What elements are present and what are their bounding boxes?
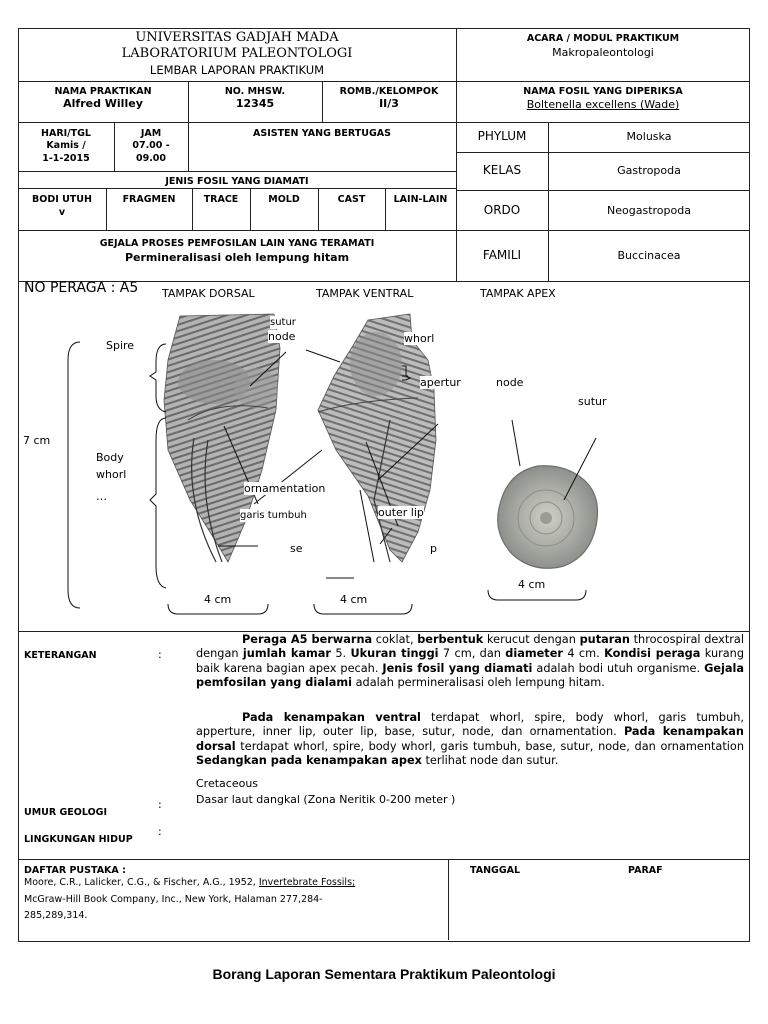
footer-caption: Borang Laporan Sementara Praktikum Paleontologi [212,966,556,982]
time-label: JAM [140,128,162,139]
divider [18,171,456,172]
process-value: Permineralisasi oleh lempung hitam [124,251,350,264]
text-run: Sedangkan pada kenampakan apex [196,753,422,767]
text-run: Pada kenampakan ventral [242,711,421,724]
reference-line-3: 285,289,314. [24,910,88,921]
time-start: 07.00 - [132,140,170,151]
keterangan-label: KETERANGAN [24,650,97,661]
text-run: throcospiral dextral dengan [196,633,744,661]
text-run: Peraga A5 berwarna [242,633,373,646]
date-value: 1-1-2015 [42,153,90,164]
nim-label: NO. MHSW. [224,86,286,97]
ventral-shell-image [318,314,436,562]
text-run: Ukuran tinggi [350,647,439,661]
label-body-whorl-1: Body [96,451,124,464]
label-width-ventral: 4 cm [340,593,368,606]
name-value: Alfred Willey [63,97,143,110]
date-day: Kamis / [46,140,86,151]
text-run: jumlah kamar [242,647,331,661]
group-label: ROMB./KELOMPOK [339,86,439,97]
text-run: terdapat whorl, spire, body whorl, garis tumbuh, apperture, inner lip, outer lip, base, sutur, node, dan ornamentation. [196,711,744,739]
text-run: adalah bodi utuh organisme. [532,661,705,675]
label-outer-lip: outer lip [378,506,424,519]
type-trace: TRACE [203,194,239,205]
value-ordo: Neogastropoda [607,204,691,217]
lingkungan-value: Dasar laut dangkal (Zona Neritik 0-200 meter ) [196,793,456,806]
value-phylum: Moluska [626,130,672,143]
label-ornamentation: ornamentation [244,482,326,495]
type-bodi-utuh: BODI UTUH [32,194,92,205]
label-body-whorl-2: whorl [96,468,127,481]
process-label: GEJALA PROSES PEMFOSILAN LAIN YANG TERAMATI [99,238,375,249]
assistant-label: ASISTEN YANG BERTUGAS [253,128,391,139]
text-run: Kondisi peraga [604,647,701,661]
name-label: NAMA PRAKTIKAN [54,86,152,97]
divider [18,631,750,632]
text-run: Pada kenampakan dorsal [196,725,744,753]
peraga-number: NO PERAGA : A5 [24,280,139,296]
text-run: 4 cm. [562,647,605,661]
label-node-top: node [268,330,296,343]
reference-authors: Moore, C.R., Lalicker, C.G., & Fischer, A.G., 1952, [24,877,259,888]
label-spire: Spire [106,339,135,352]
umur-value: Cretaceous [196,777,259,790]
divider [18,188,456,189]
apex-shell-image [498,466,598,569]
divider [18,122,750,123]
reference-title: Invertebrate Fossils; [258,877,356,888]
text-run: 7 cm, dan [438,647,506,661]
text-run: putaran [579,633,630,646]
laboratory-name: LABORATORIUM PALEONTOLOGI [121,46,353,61]
text-run: Jenis fosil yang diamati [382,661,533,675]
label-p: p [430,542,437,555]
value-kelas: Gastropoda [617,164,681,177]
university-name: UNIVERSITAS GADJAH MADA [135,30,339,45]
text-run: kurang baik karena bagian apex pecah. [196,647,745,675]
fossil-name-label: NAMA FOSIL YANG DIPERIKSA [523,86,683,97]
label-sutur-apex: sutur [578,395,607,408]
divider [18,81,750,82]
text-run: Gejala pemfosilan yang dialami [196,661,744,689]
rank-famili: FAMILI [482,248,522,262]
text-run: terlihat node dan sutur. [421,753,559,767]
lingkungan-colon: : [158,825,162,838]
fossil-name-value: Boltenella excellens (Wade) [526,98,680,111]
text-run: terdapat whorl, spire, body whorl, garis tumbuh, base, sutur, node, dan ornamentation [235,739,744,753]
type-mold: MOLD [268,194,300,205]
rank-ordo: ORDO [483,203,521,217]
dorsal-shell-image [164,314,280,562]
label-width-apex: 4 cm [518,578,546,591]
acara-value: Makropaleontologi [552,46,654,59]
label-garis-tumbuh: garis tumbuh [240,510,307,521]
divider [456,152,750,153]
type-lain-lain: LAIN-LAIN [393,194,448,205]
lingkungan-label: LINGKUNGAN HIDUP [24,834,133,845]
divider [456,190,750,191]
report-form [18,28,750,942]
divider [456,28,457,281]
view-apex-label: TAMPAK APEX [480,287,556,300]
date-label: HARI/TGL [41,128,91,139]
description-paragraph-1 [196,633,744,690]
type-fragmen: FRAGMEN [122,194,176,205]
paraf-label: PARAF [628,865,663,876]
value-famili: Buccinacea [617,249,681,262]
reference-line-2: McGraw-Hill Book Company, Inc., New York, Halaman 277,284- [24,894,323,905]
type-check-mark: v [58,207,66,218]
rank-kelas: KELAS [482,163,522,177]
view-ventral-label: TAMPAK VENTRAL [316,287,414,300]
label-se: se [290,542,303,555]
label-sutur-top: sutur [270,317,296,328]
fossil-types-title: JENIS FOSIL YANG DIAMATI [165,176,309,187]
description-paragraph-2 [196,711,744,768]
sheet-title: LEMBAR LAPORAN PRAKTIKUM [149,63,325,77]
text-run: adalah permineralisasi oleh lempung hitam. [352,675,605,689]
nim-value: 12345 [235,97,275,110]
label-apertur: apertur [420,376,461,389]
text-run: berbentuk [417,633,484,646]
group-value: II/3 [379,97,399,110]
acara-label: ACARA / MODUL PRAKTIKUM [526,33,680,44]
references-label: DAFTAR PUSTAKA : [24,865,126,876]
label-ellipsis: … [96,490,107,503]
reference-line-1 [24,877,355,888]
label-width-dorsal: 4 cm [204,593,232,606]
umur-colon: : [158,798,162,811]
text-run: diameter [505,647,563,661]
label-node-apex: node [496,376,524,389]
divider [18,230,750,231]
keterangan-colon: : [158,648,162,661]
divider [448,859,449,940]
time-end: 09.00 [135,153,167,164]
text-run: kerucut dengan [483,633,580,646]
rank-phylum: PHYLUM [477,129,527,143]
text-run: coklat, [372,633,418,646]
tanggal-label: TANGGAL [470,865,521,876]
view-dorsal-label: TAMPAK DORSAL [162,287,255,300]
label-height: 7 cm [23,434,51,447]
divider [18,859,750,860]
type-cast: CAST [337,194,366,205]
text-run: 5. [330,647,351,661]
label-whorl: whorl [404,332,435,345]
umur-label: UMUR GEOLOGI [24,807,107,818]
